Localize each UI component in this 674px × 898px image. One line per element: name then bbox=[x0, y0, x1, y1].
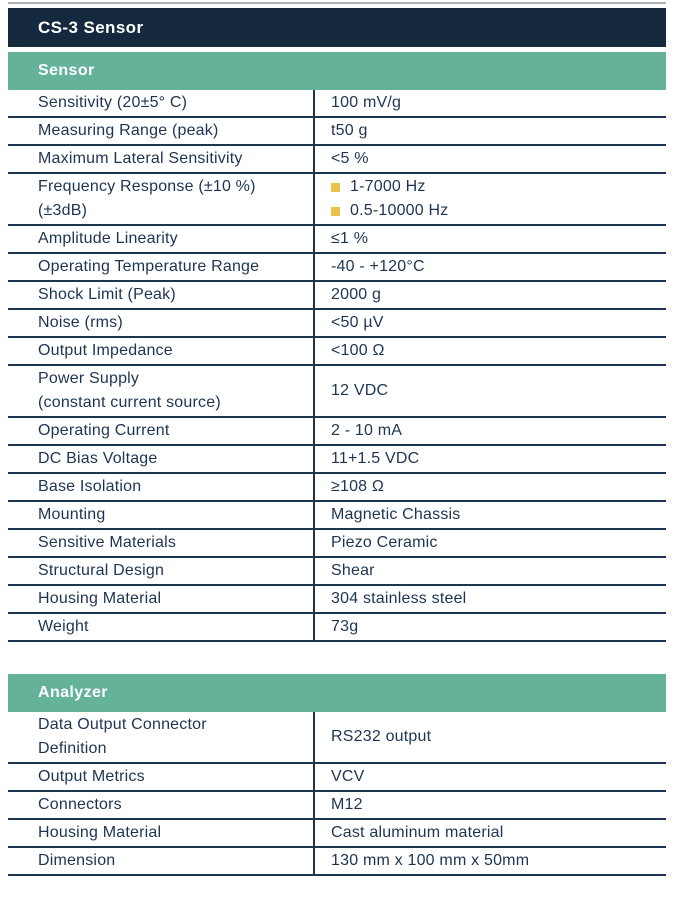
spec-value-text: <100 Ω bbox=[331, 342, 385, 359]
top-border-line bbox=[8, 2, 666, 4]
section-heading-bar bbox=[8, 674, 666, 712]
spec-value-text: 100 mV/g bbox=[331, 94, 402, 111]
spec-label bbox=[8, 614, 313, 640]
spec-label-line: Mounting bbox=[38, 506, 106, 523]
spec-label bbox=[8, 282, 313, 308]
bullet-item bbox=[331, 175, 662, 199]
spec-label-line: Noise (rms) bbox=[38, 314, 123, 331]
spec-label bbox=[8, 820, 313, 846]
table-row bbox=[8, 586, 666, 614]
spec-label bbox=[8, 764, 313, 790]
spec-label-line: Base Isolation bbox=[38, 478, 142, 495]
bullet-text: 1-7000 Hz bbox=[350, 178, 426, 195]
spec-label-line: (constant current source) bbox=[38, 394, 221, 411]
spec-label bbox=[8, 146, 313, 172]
spec-value-text: 11+1.5 VDC bbox=[331, 450, 420, 467]
spec-value bbox=[313, 558, 666, 584]
table-row bbox=[8, 792, 666, 820]
spec-label bbox=[8, 310, 313, 336]
spec-label bbox=[8, 418, 313, 444]
spec-value-text: Magnetic Chassis bbox=[331, 506, 461, 523]
spec-label bbox=[8, 474, 313, 500]
bullet-square-icon bbox=[331, 183, 340, 192]
spec-label bbox=[8, 174, 313, 224]
table-row bbox=[8, 174, 666, 226]
spec-label bbox=[8, 530, 313, 556]
spec-value bbox=[313, 764, 666, 790]
spec-value-text: VCV bbox=[331, 768, 365, 785]
spec-value-text: Shear bbox=[331, 562, 375, 579]
spec-value bbox=[313, 366, 666, 416]
spec-value-text: ≤1 % bbox=[331, 230, 369, 247]
spec-sheet bbox=[0, 2, 674, 898]
spec-value-text: ≥108 Ω bbox=[331, 478, 385, 495]
spec-label bbox=[8, 90, 313, 116]
spec-value bbox=[313, 446, 666, 472]
spec-label-line: Structural Design bbox=[38, 562, 165, 579]
spec-label bbox=[8, 226, 313, 252]
spec-label-line: Operating Current bbox=[38, 422, 170, 439]
section-sensor bbox=[8, 52, 666, 642]
table-row bbox=[8, 226, 666, 254]
spec-value bbox=[313, 254, 666, 280]
spec-label-line: Data Output Connector bbox=[38, 716, 207, 733]
spec-label-line: Maximum Lateral Sensitivity bbox=[38, 150, 243, 167]
spec-value bbox=[313, 226, 666, 252]
page-title-bar bbox=[8, 8, 666, 47]
spec-label-line: Definition bbox=[38, 740, 107, 757]
spec-label-line: Frequency Response (±10 %) bbox=[38, 178, 256, 195]
spec-value bbox=[313, 90, 666, 116]
spec-value bbox=[313, 418, 666, 444]
spec-value bbox=[313, 146, 666, 172]
table-row bbox=[8, 446, 666, 474]
spec-value bbox=[313, 792, 666, 818]
spec-value bbox=[313, 338, 666, 364]
spec-label bbox=[8, 712, 313, 762]
table-row bbox=[8, 530, 666, 558]
spec-label bbox=[8, 446, 313, 472]
spec-label bbox=[8, 118, 313, 144]
table-row bbox=[8, 474, 666, 502]
spec-value-text: <50 µV bbox=[331, 314, 384, 331]
spec-label bbox=[8, 848, 313, 874]
table-row bbox=[8, 764, 666, 792]
spec-table bbox=[8, 90, 666, 642]
table-row bbox=[8, 848, 666, 876]
table-row bbox=[8, 418, 666, 446]
spec-value-text: Piezo Ceramic bbox=[331, 534, 438, 551]
spec-label-line: Housing Material bbox=[38, 824, 162, 841]
spec-label-line: Connectors bbox=[38, 796, 122, 813]
spec-label-line: Sensitive Materials bbox=[38, 534, 177, 551]
spec-value bbox=[313, 118, 666, 144]
spec-label-line: Power Supply bbox=[38, 370, 140, 387]
spec-label bbox=[8, 366, 313, 416]
spec-value-text: -40 - +120°C bbox=[331, 258, 425, 275]
section-heading-bar bbox=[8, 52, 666, 90]
spec-label bbox=[8, 792, 313, 818]
spec-label-line: Output Impedance bbox=[38, 342, 173, 359]
spec-table bbox=[8, 712, 666, 876]
spec-label bbox=[8, 338, 313, 364]
spec-label-line: Shock Limit (Peak) bbox=[38, 286, 176, 303]
spec-label bbox=[8, 254, 313, 280]
table-row bbox=[8, 558, 666, 586]
spec-value-text: t50 g bbox=[331, 122, 368, 139]
table-row bbox=[8, 820, 666, 848]
spec-value-text: 2 - 10 mA bbox=[331, 422, 403, 439]
spec-value bbox=[313, 712, 666, 762]
bullet-text: 0.5-10000 Hz bbox=[350, 202, 449, 219]
table-row bbox=[8, 254, 666, 282]
table-row bbox=[8, 282, 666, 310]
table-row bbox=[8, 502, 666, 530]
spec-label bbox=[8, 586, 313, 612]
spec-label-line: Measuring Range (peak) bbox=[38, 122, 219, 139]
spec-value bbox=[313, 502, 666, 528]
spec-label-line: Weight bbox=[38, 618, 89, 635]
spec-label-line: Amplitude Linearity bbox=[38, 230, 178, 247]
spec-label-line: Operating Temperature Range bbox=[38, 258, 260, 275]
spec-value bbox=[313, 614, 666, 640]
table-row bbox=[8, 614, 666, 642]
table-row bbox=[8, 118, 666, 146]
spec-value-text: RS232 output bbox=[331, 728, 432, 745]
spec-label-line: DC Bias Voltage bbox=[38, 450, 158, 467]
sections-container bbox=[0, 52, 674, 876]
spec-value-text: Cast aluminum material bbox=[331, 824, 504, 841]
spec-label-line: Housing Material bbox=[38, 590, 162, 607]
table-row bbox=[8, 338, 666, 366]
spec-value bbox=[313, 282, 666, 308]
section-heading: Analyzer bbox=[38, 684, 108, 701]
spec-value-text: M12 bbox=[331, 796, 363, 813]
spec-label-line: Dimension bbox=[38, 852, 116, 869]
spec-value-text: 304 stainless steel bbox=[331, 590, 467, 607]
spec-value bbox=[313, 474, 666, 500]
section-analyzer bbox=[8, 674, 666, 876]
bullet-item bbox=[331, 199, 662, 223]
spec-value-text: 12 VDC bbox=[331, 382, 389, 399]
spec-label bbox=[8, 558, 313, 584]
spec-value bbox=[313, 310, 666, 336]
table-row bbox=[8, 712, 666, 764]
spec-label-line: Output Metrics bbox=[38, 768, 145, 785]
spec-value-text: 73g bbox=[331, 618, 359, 635]
spec-value bbox=[313, 848, 666, 874]
table-row bbox=[8, 310, 666, 338]
table-row bbox=[8, 366, 666, 418]
spec-value bbox=[313, 586, 666, 612]
spec-label bbox=[8, 502, 313, 528]
page-title: CS-3 Sensor bbox=[38, 17, 144, 37]
spec-value bbox=[313, 530, 666, 556]
table-row bbox=[8, 146, 666, 174]
bullet-square-icon bbox=[331, 207, 340, 216]
table-row bbox=[8, 90, 666, 118]
spec-value-text: 130 mm x 100 mm x 50mm bbox=[331, 852, 530, 869]
section-heading: Sensor bbox=[38, 62, 95, 79]
spec-value-text: <5 % bbox=[331, 150, 369, 167]
spec-label-line: (±3dB) bbox=[38, 202, 88, 219]
spec-label-line: Sensitivity (20±5° C) bbox=[38, 94, 188, 111]
spec-value bbox=[313, 174, 666, 224]
spec-value bbox=[313, 820, 666, 846]
spec-value-text: 2000 g bbox=[331, 286, 382, 303]
